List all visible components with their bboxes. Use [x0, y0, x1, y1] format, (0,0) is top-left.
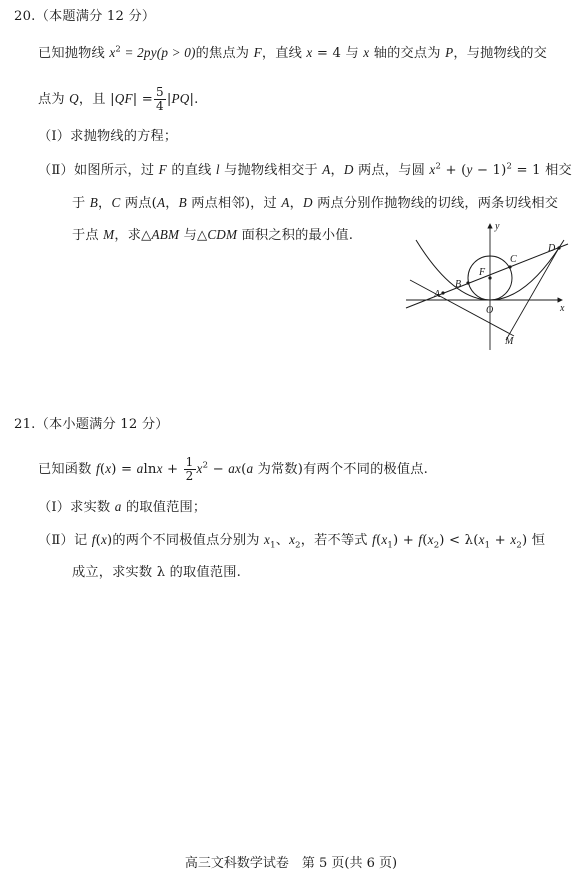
q20-part2-line1: （Ⅱ）如图所示，过 F 的直线 l 与抛物线相交于 A，D 两点，与圆 $x^2 + (y - 1)^2 = 1$ 相交	[38, 161, 572, 178]
q20-part2-line2: 于 B，C 两点(A，B 两点相邻)，过 A，D 两点分别作抛物线的切线，两条切线相交	[72, 195, 559, 211]
q21-part2-line1: （Ⅱ）记 f(x)的两个不同极值点分别为 $x_1$、$x_2$，若不等式 $f(x_1) + f(x_2) < \lambda(x_1 + x_2)$ 恒	[38, 532, 546, 551]
label-y: y	[495, 221, 500, 232]
label-D: D	[548, 243, 556, 254]
label-x: x	[560, 303, 565, 314]
q20-part2-line3: 于点 M，求△ABM 与△CDM 面积之积的最小值.	[72, 227, 354, 243]
fraction-one-half: $\frac{1}{2}$	[185, 455, 194, 483]
point-D	[557, 246, 560, 249]
label-A: A	[434, 289, 441, 300]
q21-header: 21.（本小题满分 12 分）	[14, 417, 169, 432]
q20-header: 20.（本题满分 12 分）	[14, 9, 156, 24]
label-F: F	[479, 267, 486, 278]
q21-given: 已知函数 f(x) = alnx + $\frac{1}{2}$ $x^2 - ax(a$ 为常数)有两个不同的极值点.	[38, 455, 429, 483]
point-A	[441, 291, 444, 294]
q20-part1: （Ⅰ）求抛物线的方程；	[38, 129, 178, 144]
parabola-circle-figure	[402, 218, 574, 354]
page-footer: 高三文科数学试卷 第 5 页(共 6 页)	[184, 856, 398, 871]
point-F	[488, 276, 491, 279]
q21-part1: （Ⅰ）求实数 a 的取值范围；	[38, 499, 207, 515]
label-M: M	[505, 336, 514, 347]
label-O: O	[486, 305, 494, 316]
line-l	[406, 244, 568, 308]
point-B	[466, 281, 469, 284]
point-C	[508, 265, 511, 268]
q21-part2-line2: 成立，求实数 λ 的取值范围.	[72, 565, 241, 580]
q20-given-line2: 点为 Q，且 |QF| = $\frac{5}{4}$ |PQ|.	[38, 85, 199, 113]
fraction-five-fourths: $\frac{5}{4}$	[156, 85, 164, 113]
tangent-at-A	[410, 280, 514, 336]
label-B: B	[455, 279, 462, 290]
q20-given-line1: 已知抛物线 $x^2 = 2py(p > 0)$的焦点为 F，直线 x = 4 与 x 轴的交点为 P，与抛物线的交	[38, 44, 548, 61]
label-C: C	[510, 254, 517, 265]
